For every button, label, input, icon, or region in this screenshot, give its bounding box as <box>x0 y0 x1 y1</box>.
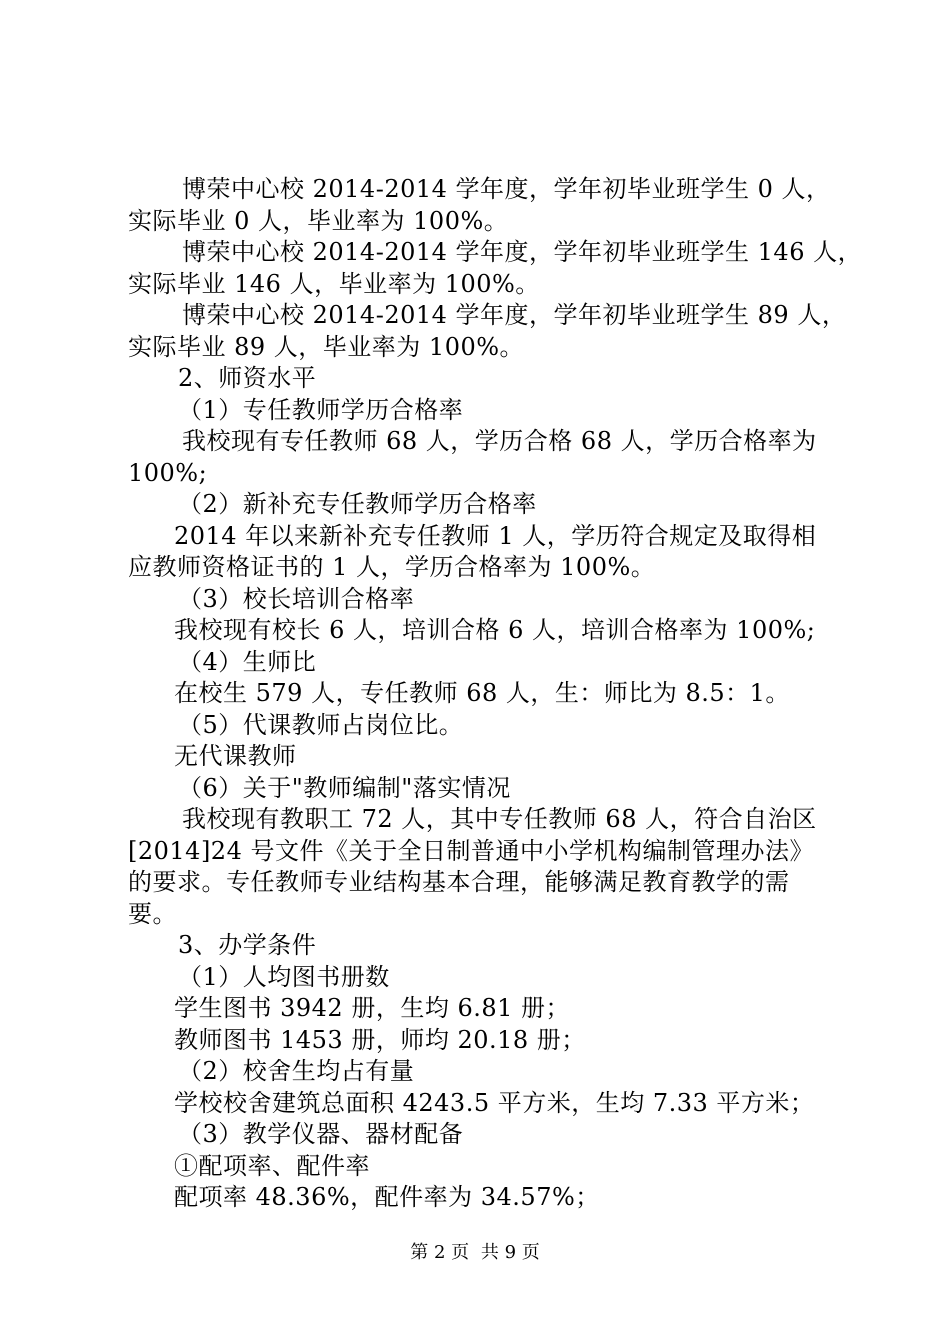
body-line: 博荣中心校 2014-2014 学年度，学年初毕业班学生 0 人， <box>182 175 831 203</box>
body-line: 无代课教师 <box>174 742 297 770</box>
body-line: 应教师资格证书的 1 人，学历合格率为 100%。 <box>128 553 656 581</box>
body-line: 100%; <box>128 458 208 487</box>
body-line: 要。 <box>128 899 177 928</box>
body-line: 教师图书 1453 册，师均 20.18 册； <box>174 1025 586 1054</box>
page-footer <box>0 1241 950 1265</box>
body-line: 实际毕业 146 人，毕业率为 100%。 <box>128 269 540 298</box>
body-line: 在校生 579 人，专任教师 68 人，生：师比为 8.5：1。 <box>174 679 790 707</box>
page-number: 第 2 页 <box>410 1242 470 1263</box>
body-line: 我校现有教职工 72 人，其中专任教师 68 人，符合自治区 <box>182 805 817 833</box>
section-heading: 3、办学条件 <box>178 931 317 959</box>
body-line: 实际毕业 89 人，毕业率为 100%。 <box>128 332 525 361</box>
subsection-heading: （4）生师比 <box>178 647 317 676</box>
subsection-heading: （6）关于"教师编制"落实情况 <box>178 773 511 802</box>
subsection-heading: （1）人均图书册数 <box>178 962 390 991</box>
body-line: 实际毕业 0 人，毕业率为 100%。 <box>128 206 509 235</box>
body-line: 配项率 48.36%，配件率为 34.57%； <box>174 1183 600 1211</box>
body-line: 2014 年以来新补充专任教师 1 人，学历符合规定及取得相 <box>174 521 817 550</box>
subsection-heading: （5）代课教师占岗位比。 <box>178 710 464 739</box>
subsection-heading: （3）校长培训合格率 <box>178 584 415 613</box>
subsection-heading: （2）校舍生均占有量 <box>178 1057 415 1085</box>
subsection-heading: （3）教学仪器、器材配备 <box>178 1120 464 1148</box>
document-body <box>128 174 863 1214</box>
body-line: 学生图书 3942 册，生均 6.81 册； <box>174 994 571 1022</box>
body-line: 学校校舍建筑总面积 4243.5 平方米，生均 7.33 平方米； <box>174 1088 815 1117</box>
page-total: 共 9 页 <box>480 1242 540 1263</box>
body-line: 博荣中心校 2014-2014 学年度，学年初毕业班学生 89 人， <box>182 301 847 329</box>
subsection-heading: （1）专任教师学历合格率 <box>178 395 464 424</box>
section-heading: 2、师资水平 <box>178 364 317 392</box>
subsection-heading: （2）新补充专任教师学历合格率 <box>178 490 537 518</box>
body-line: [2014]24 号文件《关于全日制普通中小学机构编制管理办法》 <box>128 836 814 865</box>
body-line: 博荣中心校 2014-2014 学年度，学年初毕业班学生 146 人， <box>182 238 863 266</box>
body-line: 我校现有专任教师 68 人，学历合格 68 人，学历合格率为 <box>182 427 817 455</box>
body-line: 的要求。专任教师专业结构基本合理，能够满足教育教学的需 <box>128 868 790 896</box>
body-line: 我校现有校长 6 人，培训合格 6 人，培训合格率为 100%; <box>174 616 816 644</box>
list-item-heading: ①配项率、配件率 <box>174 1151 370 1180</box>
